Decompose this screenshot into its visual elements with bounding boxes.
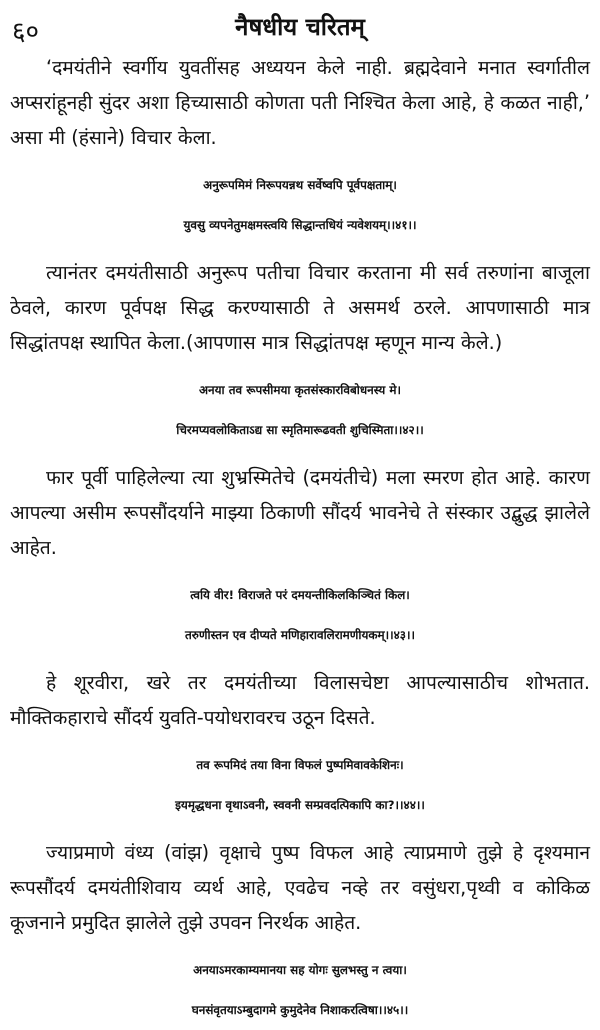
commentary-paragraph: फार पूर्वी पाहिलेल्या त्या शुभ्रस्मितेचे (दमयंतीचे) मला स्मरण होत आहे. कारण आपल्या असीम रूपसौंदर्याने माझ्या ठिकाणी सौंदर्य भावनेचे ते संस्कार उद्बुद्ध झालेले आहेत. — [10, 466, 590, 559]
commentary-paragraph: ‘दमयंतीने स्वर्गीय युवतींसह अध्ययन केले नाही. ब्रह्मदेवाने मनात स्वर्गातील अप्सरांहूनही सुंदर अशा हिच्यासाठी कोणता पती निश्चित केला आहे, हे कळत नाही,’ असा मी (हंसाने) विचार केला. — [10, 56, 590, 149]
verse-line: अनुरूपमिमं निरूपयन्नथ सर्वेष्वपि पूर्वपक्षताम्। — [203, 178, 397, 192]
page-body — [10, 50, 590, 1030]
verse-line: तरुणीस्तन एव दीप्यते मणिहारावलिरामणीयकम्।।४३।। — [185, 628, 415, 642]
sanskrit-verse — [10, 165, 590, 245]
verse-line: अनयाऽमरकाम्यमानया सह योगः सुलभस्तु न त्वया। — [193, 963, 407, 977]
sanskrit-verse — [10, 575, 590, 655]
sanskrit-verse — [10, 745, 590, 825]
page-number: ६० — [12, 17, 40, 47]
page-header — [10, 6, 590, 50]
verse-line: इयमृद्धधना वृथाऽवनी, स्ववनी सम्प्रवदत्पिकापि का?।।४४।। — [175, 798, 425, 812]
sanskrit-verse — [10, 370, 590, 450]
commentary-paragraph: त्यानंतर दमयंतीसाठी अनुरूप पतीचा विचार करताना मी सर्व तरुणांना बाजूला ठेवले, कारण पूर्वपक्ष सिद्ध करण्यासाठी ते असमर्थ ठरले. आपणासाठी मात्र सिद्धांतपक्ष स्थापित केला.(आपणास मात्र सिद्धांतपक्ष म्हणून मान्य केले.) — [10, 261, 590, 354]
verse-line: त्वयि वीर! विराजते परं दमयन्तीकिलकिञ्चितं किल। — [190, 588, 410, 602]
running-title: नैषधीय चरितम् — [235, 13, 365, 41]
commentary-paragraph: हे शूरवीरा, खरे तर दमयंतीच्या विलासचेष्टा आपल्यासाठीच शोभतात. मौक्तिकहाराचे सौंदर्य युवति-पयोधरावरच उठून दिसते. — [10, 671, 590, 729]
verse-line: चिरमप्यवलोकिताऽद्य सा स्मृतिमारूढवती शुचिस्मिता।।४२।। — [176, 423, 424, 437]
verse-line: अनया तव रूपसीमया कृतसंस्कारविबोधनस्य मे। — [198, 383, 402, 397]
verse-line: युवसु व्यपनेतुमक्षमस्त्वयि सिद्धान्तधियं न्यवेशयम्।।४१।। — [183, 218, 417, 232]
commentary-paragraph: ज्याप्रमाणे वंध्य (वांझ) वृक्षाचे पुष्प विफल आहे त्याप्रमाणे तुझे हे दृश्यमान रूपसौंदर्य दमयंतीशिवाय व्यर्थ आहे, एवढेच नव्हे तर वसुंधरा,पृथ्वी व कोकिळ कूजनाने प्रमुदित झालेले तुझे उपवन निरर्थक आहेत. — [10, 841, 590, 934]
verse-line: घनसंवृतयाऽम्बुदागमे कुमुदेनेव निशाकरत्विषा।।४५।। — [191, 1003, 409, 1017]
sanskrit-verse — [10, 950, 590, 1030]
verse-line: तव रूपमिदं तया विना विफलं पुष्पमिवावकेशिनः। — [196, 758, 404, 772]
